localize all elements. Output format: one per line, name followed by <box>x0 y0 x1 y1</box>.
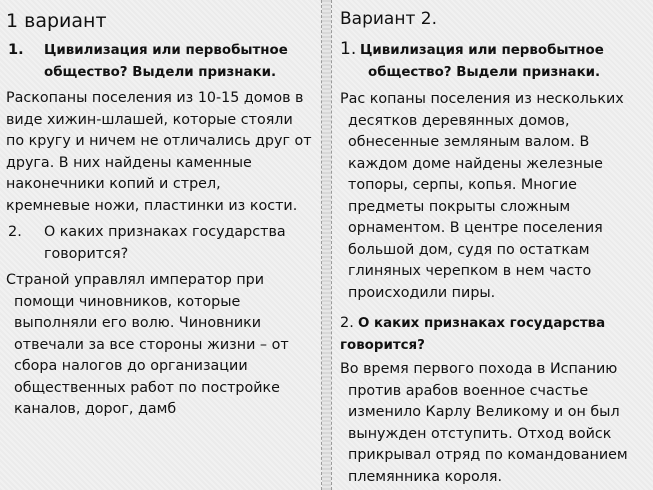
text-line: предметы покрыты сложным <box>348 198 571 215</box>
v2-q1-line: Цивилизация или первобытное <box>360 43 604 58</box>
text-line: против арабов военное счастье <box>348 382 589 399</box>
text-line: топоры, серпы, копья. Многие <box>348 177 577 193</box>
v1-q2-question <box>44 222 286 265</box>
variant-2-column <box>331 0 653 490</box>
v1-q1-question <box>44 40 288 83</box>
v1-q2-line: говорится? <box>44 245 129 262</box>
text-line: помощи чиновников, которые <box>14 293 241 310</box>
text-line: виде хижин-шлашей, которые стояли <box>6 111 293 128</box>
text-line: племянника короля. <box>348 468 503 485</box>
text-line: изменило Карлу Великому и он был <box>348 404 620 420</box>
text-line: большой дом, судя по остаткам <box>348 241 590 258</box>
text-line: прикрывал отряд по командованием <box>348 447 628 463</box>
text-line: отвечали за все стороны жизни – от <box>14 336 289 353</box>
v2-q1-number: 1. <box>340 39 357 59</box>
text-line: по кругу и ничем не отличались друг от <box>6 133 312 149</box>
v1-q1-line: общество? Выдели признаки. <box>44 64 277 80</box>
text-line: глиняных черепком в нем часто <box>348 263 592 279</box>
text-line: орнаментом. В центре поселения <box>348 220 603 236</box>
variant-2-title: Вариант 2. <box>340 9 437 29</box>
text-line: каждом доме найдены железные <box>348 155 603 172</box>
text-line: выполняли его волю. Чиновники <box>14 315 262 331</box>
text-line: Раскопаны поселения из 10-15 домов в <box>6 90 304 106</box>
v1-paragraph-1 <box>6 88 312 217</box>
text-line: общественных работ по постройке <box>14 379 280 396</box>
text-line: происходили пиры. <box>348 284 496 301</box>
v1-q1-number: 1. <box>8 42 24 58</box>
v2-paragraph-2 <box>340 359 628 488</box>
text-line: десятков деревянных домов, <box>348 112 570 129</box>
text-line: обнесенные земляным валом. В <box>348 134 590 150</box>
text-line: наконечники копий и стрел, <box>6 176 221 192</box>
text-line: друга. В них найдены каменные <box>6 154 252 171</box>
variant-1-title: 1 вариант <box>6 10 107 32</box>
text-line: вынужден отступить. Отход войск <box>348 425 612 442</box>
text-line: Рас копаны поселения из нескольких <box>340 91 624 107</box>
v2-q2-line: О каких признаках государства <box>358 316 606 331</box>
text-line: Во время первого похода в Испанию <box>340 361 618 377</box>
column-divider <box>322 0 331 490</box>
v2-paragraph-1 <box>340 89 624 304</box>
text-line: Страной управлял император при <box>6 272 265 288</box>
v2-q1-question <box>360 40 604 83</box>
v2-q2-number: 2. <box>340 315 354 331</box>
text-line: каналов, дорог, дамб <box>14 401 177 417</box>
v2-q2-line: говорится? <box>340 337 425 353</box>
text-line: кремневые ножи, пластинки из кости. <box>6 197 298 214</box>
text-line: сбора налогов до организации <box>14 358 248 374</box>
v1-q2-number: 2. <box>8 224 22 240</box>
v2-q1-line: общество? Выдели признаки. <box>368 64 601 80</box>
v1-q2-line: О каких признаках государства <box>44 224 286 240</box>
v2-q2-question <box>340 313 606 356</box>
variant-1-column <box>0 0 322 490</box>
v1-paragraph-2 <box>6 270 289 421</box>
v1-q1-line: Цивилизация или первобытное <box>44 43 288 58</box>
